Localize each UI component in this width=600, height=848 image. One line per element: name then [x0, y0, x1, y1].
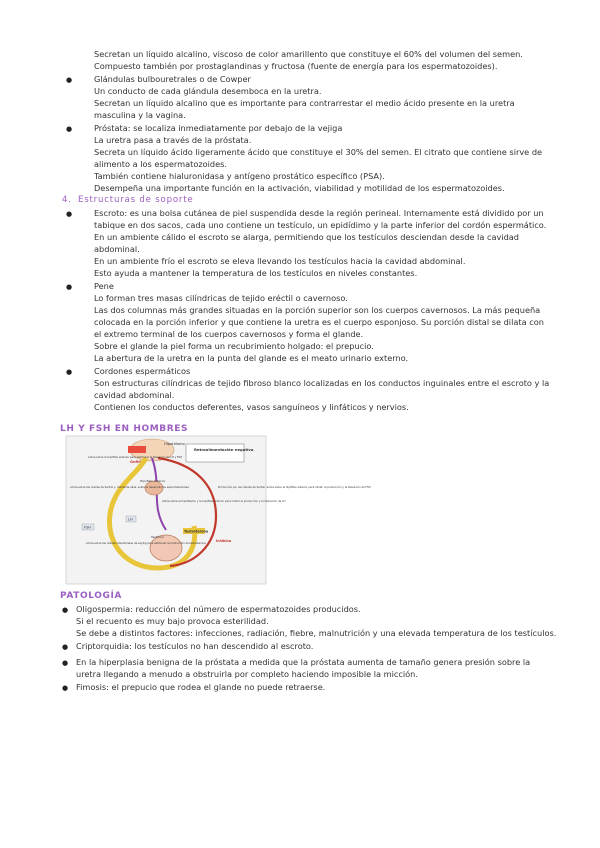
text-line: uretra llegando a menudo a obstruirla por completo haciendo imposible la micción. [76, 669, 418, 679]
section-heading-lh-fsh: LH Y FSH EN HOMBRES [60, 424, 189, 434]
inhibina-label: Inhibina [216, 539, 232, 543]
text-line: Son estructuras cilíndricas de tejido fibroso blanco localizadas en los conductos inguinales entre el escroto y la [94, 378, 550, 388]
bullet-title: Pene [94, 281, 114, 291]
text-line: La abertura de la uretra en la punta del glande es el meato urinario externo. [94, 353, 409, 363]
testiculo-label: Testículo [151, 535, 164, 539]
section-title: Estructuras de soporte [78, 195, 194, 205]
text-line: Sobre el glande la piel forma un recubrimiento holgado: el prepucio. [94, 341, 374, 351]
bullet-icon: ● [66, 283, 73, 291]
text-line: Oligospermia: reducción del número de espermatozoides producidos. [76, 604, 361, 614]
bottom-label: Actúa sobre las células intersticiales de Leydig para estimular la producción de testosterona [86, 542, 206, 545]
hipotalamo-label: Hipotálamo [164, 442, 185, 446]
text-line: Desempeña una importante función en la activación, viabilidad y motilidad de los espermatozoides. [94, 183, 505, 193]
right-label: Producción por las células de Sertoli, actúa sobre la hipófisis anterior para inhibir la producción y la liberación de FSH [218, 486, 371, 489]
text-line: Lo forman tres masas cilíndricas de tejido eréctil o cavernoso. [94, 293, 348, 303]
text-line: Secreta un líquido ácido ligeramente ácido que constituye el 30% del semen. El citrato que contiene sirve de [94, 147, 543, 157]
bullet-icon: ● [62, 606, 69, 614]
text-line: colocada en la porción inferior y que contiene la uretra es el cuerpo esponjoso. Su porción distal se dilata con [94, 317, 544, 327]
text-line: La uretra pasa a través de la próstata. [94, 135, 252, 145]
text-line: En un ambiente frío el escroto se eleva llevando los testículos hacia la cavidad abdominal. [94, 256, 466, 266]
left-label: Actúa sobre la hipófisis anterior para estimular la liberación de LH y FSH [88, 456, 183, 459]
text-line: Contienen los conductos deferentes, vasos sanguíneos y linfáticos y nervios. [94, 402, 409, 412]
text-line: Si el recuento es muy bajo provoca esterilidad. [76, 616, 269, 626]
bullet-icon: ● [66, 368, 73, 376]
text-line: Compuesto también por prostaglandinas y fructosa (fuente de energía para los espermatozoides). [94, 61, 498, 71]
gnrh-label: GnRH [130, 460, 142, 464]
text-line: En la hiperplasia benigna de la próstata a medida que la próstata aumenta de tamaño genera presión sobre la [76, 657, 531, 667]
hipofisis-label: Hipófisis anterior [140, 479, 166, 483]
text-line: alimento a los espermatozoides. [94, 159, 228, 169]
text-line: Secretan un líquido alcalino que es importante para contrarrestar el medio ácido presente en la uretra [94, 98, 515, 108]
text-line: abdominal. [94, 244, 140, 254]
leydig-label: Actúa sobre las células de Sertoli y, mediante ellas, sobre el desarrollo de espermatozoides [70, 486, 189, 489]
text-line: Secretan un líquido alcalino, viscoso de color amarillento que constituye el 60% del volumen del semen. [94, 49, 523, 59]
testosterona-label: Testosterona [184, 529, 209, 534]
text-line: También contiene hialuronidasa y antígeno prostático específico (PSA). [94, 171, 385, 181]
text-line: Fimosis: el prepucio que rodea el glande no puede retraerse. [76, 682, 326, 692]
section-number: 4. [62, 195, 72, 205]
bullet-icon: ● [66, 125, 73, 133]
fsh-label: FSH [84, 525, 91, 530]
retro-title: Retroalimentación negativa [194, 447, 254, 452]
bullet-icon: ● [66, 210, 73, 218]
text-line: Escroto: es una bolsa cutánea de piel suspendida desde la región perineal. Internamente está dividido por un [94, 208, 544, 218]
bullet-icon: ● [62, 684, 69, 692]
lh-label: LH [128, 517, 133, 522]
bullet-title: Glándulas bulbouretrales o de Cowper [94, 74, 251, 84]
section-heading-patologia: PATOLOGÍA [60, 591, 122, 601]
text-line: Criptorquidia: los testículos no han descendido al escroto. [76, 641, 314, 651]
text-line: tabique en dos sacos, cada uno contiene un testículo, un epidídimo y la parte inferior del cordón espermático. [94, 220, 547, 230]
mid-label: Actúa sobre el hipotálamo y la hipófisis anterior para inhibir la producción y la liberación de LH [162, 500, 286, 503]
text-line: el extremo terminal de los cuerpos cavernosos y forma el glande. [94, 329, 364, 339]
text-line: Las dos columnas más grandes situadas en la porción superior son los cuerpos cavernosos. La más pequeña [94, 305, 541, 315]
bullet-icon: ● [66, 76, 73, 84]
text-line: En un ambiente cálido el escroto se alarga, permitiendo que los testículos desciendan desde la cavidad [94, 232, 519, 242]
text-line: Se debe a distintos factores: infecciones, radiación, fiebre, malnutrición y una elevada temperatura de los testículos. [76, 628, 557, 638]
text-line: masculina y la vagina. [94, 110, 186, 120]
text-line: Un conducto de cada glándula desemboca en la uretra. [94, 86, 322, 96]
bullet-title: Cordones espermáticos [94, 366, 191, 376]
hormone-feedback-diagram [66, 436, 371, 584]
bullet-icon: ● [62, 659, 69, 667]
hipotalamo-box [128, 446, 146, 453]
bullet-title: Próstata: se localiza inmediatamente por debajo de la vejiga [94, 123, 343, 133]
bullet-icon: ● [62, 643, 69, 651]
text-line: Esto ayuda a mantener la temperatura de los testículos en niveles constantes. [94, 268, 418, 278]
text-line: cavidad abdominal. [94, 390, 175, 400]
